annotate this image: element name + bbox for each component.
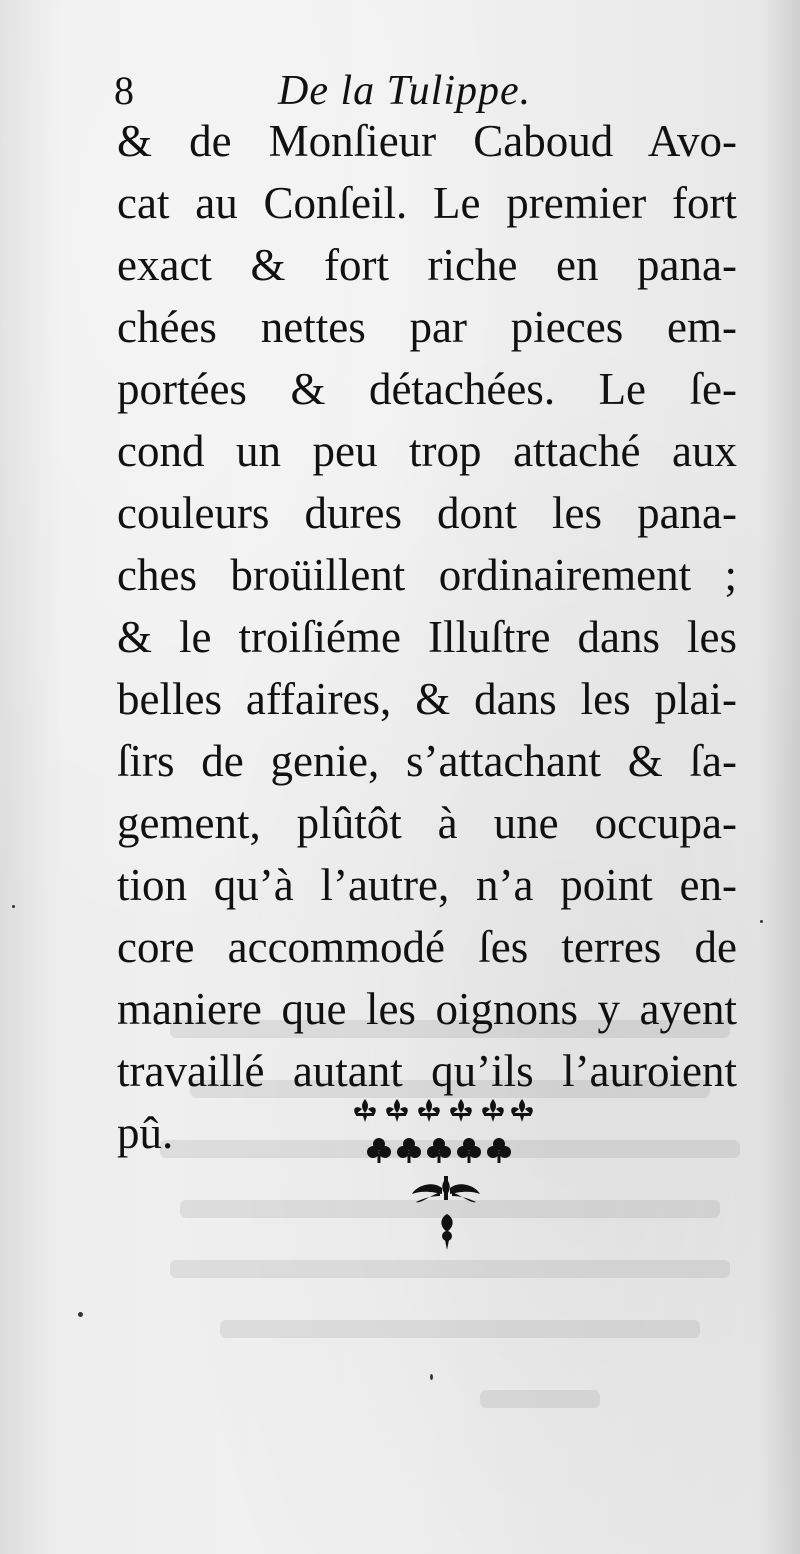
text-line: portées & détachées. Le ſe- <box>117 364 737 414</box>
page-header <box>114 66 714 116</box>
text-line: ches broüillent ordinairement ; <box>117 550 737 600</box>
text-line: travaillé autant qu’ils l’auroient <box>117 1046 737 1096</box>
text-line: cat au Conſeil. Le premier fort <box>117 178 737 228</box>
text-line: tion qu’à l’autre, n’a point en- <box>117 860 737 910</box>
fleuron-svg <box>350 1092 540 1252</box>
text-line: & de Monſieur Caboud Avo- <box>117 116 737 166</box>
page-number: 8 <box>114 68 134 113</box>
text-line: exact & fort riche en pana- <box>117 240 737 290</box>
text-line: chées nettes par pieces em- <box>117 302 737 352</box>
ink-speck <box>430 1374 433 1380</box>
ink-speck <box>12 905 15 908</box>
ink-speck <box>760 920 763 923</box>
text-line: & le troiſiéme Illuſtre dans les <box>117 612 737 662</box>
text-line: pû. <box>117 1108 174 1158</box>
text-line: belles affaires, & dans les plai- <box>117 674 737 724</box>
text-line: ſirs de genie, s’attachant & ſa- <box>117 736 737 786</box>
text-line: maniere que les oignons y ayent <box>117 984 737 1034</box>
text-line: cond un peu trop attaché aux <box>117 426 737 476</box>
text-line: gement, plûtôt à une occupa- <box>117 798 737 848</box>
fleuron-ornament-icon <box>350 1092 540 1252</box>
running-title: De la Tulippe. <box>278 68 532 114</box>
text-line: core accommodé ſes terres de <box>117 922 737 972</box>
text-line: couleurs dures dont les pana- <box>117 488 737 538</box>
body-text <box>117 110 737 1164</box>
ink-speck <box>78 1312 83 1317</box>
